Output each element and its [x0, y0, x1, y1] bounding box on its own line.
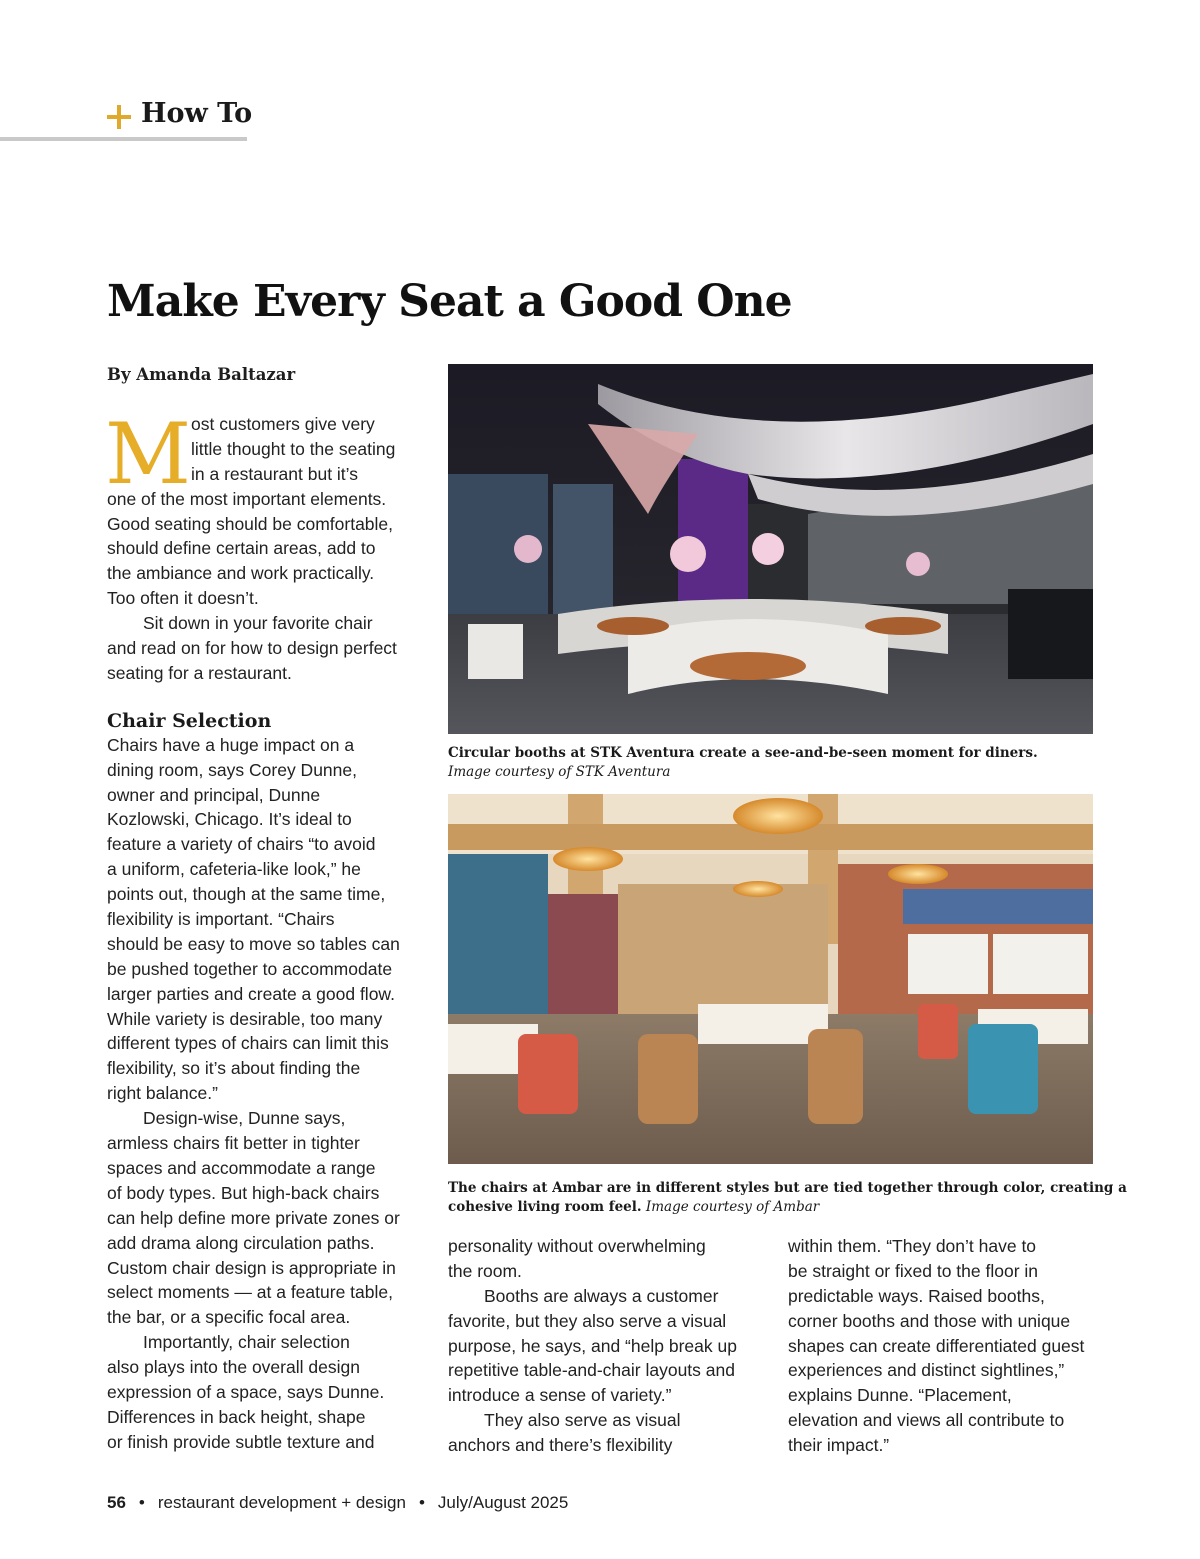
section-rule	[0, 137, 247, 141]
text-line: their impact.”	[788, 1435, 890, 1456]
text-line: add drama along circulation paths.	[107, 1232, 375, 1253]
bullet-separator: •	[138, 1493, 145, 1512]
photo-stk-aventura	[448, 364, 1093, 734]
text-line: the room.	[448, 1260, 522, 1281]
text-line: repetitive table-and-chair layouts and	[448, 1360, 735, 1381]
text-line: little thought to the seating	[191, 438, 396, 459]
text-line: favorite, but they also serve a visual	[448, 1310, 727, 1331]
text-line: introduce a sense of variety.”	[448, 1385, 672, 1406]
text-line: different types of chairs can limit this	[107, 1033, 389, 1054]
text-line: the bar, or a specific focal area.	[107, 1307, 351, 1328]
column-2	[448, 1234, 768, 1458]
text-line: seating for a restaurant.	[107, 662, 292, 683]
publication-name: restaurant development + design	[157, 1493, 406, 1512]
text-line: be straight or fixed to the floor in	[788, 1260, 1038, 1281]
text-line: dining room, says Corey Dunne,	[107, 759, 357, 780]
text-line: of body types. But high-back chairs	[107, 1182, 380, 1203]
text-line: Design-wise, Dunne says,	[143, 1108, 346, 1129]
caption-text: The chairs at Ambar are in different styles but are tied together through color, creating a	[448, 1180, 1127, 1196]
text-line: shapes can create differentiated guest	[788, 1335, 1085, 1356]
text-line: explains Dunne. “Placement,	[788, 1385, 1012, 1406]
text-line: predictable ways. Raised booths,	[788, 1285, 1045, 1306]
article-title: Make Every Seat a Good One	[107, 276, 792, 327]
photo-credit: Image courtesy of Ambar	[645, 1198, 820, 1215]
text-line: experiences and distinct sightlines,”	[788, 1360, 1065, 1381]
byline: By Amanda Baltazar	[107, 365, 296, 384]
text-line: should define certain areas, add to	[107, 538, 376, 559]
text-line: Custom chair design is appropriate in	[107, 1257, 396, 1278]
photo-caption-2	[448, 1179, 1127, 1216]
text-line: purpose, he says, and “help break up	[448, 1335, 737, 1356]
text-line: expression of a space, says Dunne.	[107, 1381, 385, 1402]
text-line: right balance.”	[107, 1083, 218, 1104]
text-line: personality without overwhelming	[448, 1236, 706, 1256]
text-line: Booths are always a customer	[484, 1285, 719, 1306]
text-line: select moments — at a feature table,	[107, 1282, 393, 1303]
text-line: While variety is desirable, too many	[107, 1008, 383, 1029]
drop-cap: M	[105, 405, 192, 503]
text-line: should be easy to move so tables can	[107, 933, 400, 954]
text-line: anchors and there’s flexibility	[448, 1435, 673, 1456]
text-line: armless chairs fit better in tighter	[107, 1133, 360, 1154]
text-line: or finish provide subtle texture and	[107, 1431, 375, 1452]
subhead-chair-selection: Chair Selection	[107, 709, 272, 732]
photo-credit: Image courtesy of STK Aventura	[448, 763, 671, 780]
column-1	[105, 405, 427, 1455]
text-line: feature a variety of chairs “to avoid	[107, 834, 376, 855]
text-line: Chairs have a huge impact on a	[107, 734, 355, 755]
text-line: and read on for how to design perfect	[107, 638, 397, 659]
text-line: a uniform, cafeteria-like look,” he	[107, 859, 361, 880]
photo-ambar	[448, 794, 1093, 1164]
text-line: elevation and views all contribute to	[788, 1410, 1065, 1431]
photo-caption-1	[448, 744, 1038, 781]
text-line: Differences in back height, shape	[107, 1406, 366, 1427]
caption-text: Circular booths at STK Aventura create a see-and-be-seen moment for diners.	[448, 745, 1038, 761]
text-line: They also serve as visual	[484, 1410, 681, 1431]
page-footer	[107, 1493, 568, 1513]
bullet-separator: •	[418, 1493, 425, 1512]
text-line: the ambiance and work practically.	[107, 563, 375, 584]
text-line: within them. “They don’t have to	[788, 1236, 1037, 1256]
text-line: ost customers give very	[191, 414, 375, 434]
text-line: owner and principal, Dunne	[107, 784, 321, 805]
section-label: How To	[141, 98, 253, 129]
text-line: one of the most important elements.	[107, 488, 387, 509]
text-line: can help define more private zones or	[107, 1207, 400, 1228]
text-line: Too often it doesn’t.	[107, 588, 259, 609]
page-number: 56	[107, 1493, 126, 1512]
text-line: Good seating should be comfortable,	[107, 513, 394, 534]
caption-text: cohesive living room feel.	[448, 1198, 642, 1215]
text-line: Sit down in your favorite chair	[143, 613, 373, 634]
text-line: in a restaurant but it’s	[191, 463, 358, 484]
issue-date: July/August 2025	[437, 1493, 569, 1512]
text-line: larger parties and create a good flow.	[107, 983, 395, 1004]
column-3	[788, 1234, 1108, 1458]
text-line: spaces and accommodate a range	[107, 1157, 376, 1178]
text-line: corner booths and those with unique	[788, 1310, 1071, 1331]
text-line: flexibility, so it’s about finding the	[107, 1058, 361, 1079]
text-line: Importantly, chair selection	[143, 1332, 350, 1353]
text-line: flexibility is important. “Chairs	[107, 909, 335, 930]
text-line: Kozlowski, Chicago. It’s ideal to	[107, 809, 352, 830]
text-line: be pushed together to accommodate	[107, 958, 393, 979]
plus-icon	[107, 105, 131, 129]
text-line: also plays into the overall design	[107, 1357, 360, 1378]
text-line: points out, though at the same time,	[107, 884, 386, 905]
